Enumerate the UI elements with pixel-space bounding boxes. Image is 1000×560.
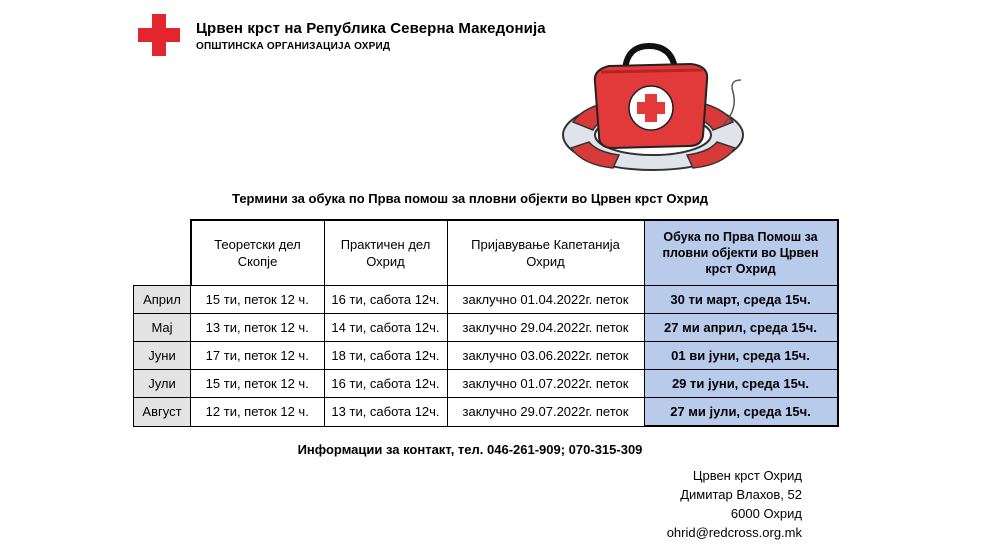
red-cross-logo-icon <box>138 14 180 56</box>
registration-cell: заклучно 03.06.2022г. петок <box>447 342 644 370</box>
table-row <box>134 342 838 370</box>
header-line: Обука по Прва Помош за <box>663 230 818 244</box>
training-cell: 01 ви јуни, среда 15ч. <box>644 342 838 370</box>
table-row <box>134 398 838 427</box>
header-theory <box>191 220 325 286</box>
header-line: крст Охрид <box>705 262 776 276</box>
month-cell: Мај <box>134 314 191 342</box>
practical-cell: 14 ти, сабота 12ч. <box>324 314 447 342</box>
header-practical <box>324 220 447 286</box>
practical-cell: 18 ти, сабота 12ч. <box>324 342 447 370</box>
header-line: Охрид <box>366 254 405 269</box>
header-registration <box>447 220 644 286</box>
address-line-city: 6000 Охрид <box>730 506 802 521</box>
month-cell: Јули <box>134 370 191 398</box>
page-title: Термини за обука по Прва помош за пловни објекти во Црвен крст Охрид <box>232 191 708 206</box>
table-row <box>134 370 838 398</box>
theory-cell: 15 ти, петок 12 ч. <box>191 370 325 398</box>
theory-cell: 17 ти, петок 12 ч. <box>191 342 325 370</box>
practical-cell: 13 ти, сабота 12ч. <box>324 398 447 427</box>
practical-cell: 16 ти, сабота 12ч. <box>324 286 447 314</box>
header-line: Охрид <box>526 254 565 269</box>
month-cell: Август <box>134 398 191 427</box>
registration-cell: заклучно 29.07.2022г. петок <box>447 398 644 427</box>
table-row <box>134 286 838 314</box>
header-training <box>644 220 838 286</box>
practical-cell: 16 ти, сабота 12ч. <box>324 370 447 398</box>
registration-cell: заклучно 01.04.2022г. петок <box>447 286 644 314</box>
training-cell: 30 ти март, среда 15ч. <box>644 286 838 314</box>
header-line: Практичен дел <box>340 237 431 252</box>
theory-cell: 12 ти, петок 12 ч. <box>191 398 325 427</box>
header-line: Теоретски дел <box>214 237 301 252</box>
schedule-table <box>133 219 839 427</box>
empty-corner-cell <box>134 220 191 286</box>
registration-cell: заклучно 29.04.2022г. петок <box>447 314 644 342</box>
training-cell: 29 ти јуни, среда 15ч. <box>644 370 838 398</box>
theory-cell: 13 ти, петок 12 ч. <box>191 314 325 342</box>
header-line: Скопје <box>237 254 278 269</box>
registration-cell: заклучно 01.07.2022г. петок <box>447 370 644 398</box>
address-line-street: Димитар Влахов, 52 <box>680 487 802 502</box>
header-line: Пријавување Капетанија <box>471 237 620 252</box>
address-block <box>667 466 802 542</box>
address-line-email: ohrid@redcross.org.mk <box>666 525 802 540</box>
table-header-row <box>134 220 838 286</box>
table-row <box>134 314 838 342</box>
training-cell: 27 ми јули, среда 15ч. <box>644 398 838 427</box>
month-cell: Јуни <box>134 342 191 370</box>
header-line: пловни објекти во Црвен <box>662 246 819 260</box>
organization-name: Црвен крст на Република Северна Македонија <box>196 20 546 37</box>
address-line-org: Црвен крст Охрид <box>692 468 802 483</box>
month-cell: Април <box>134 286 191 314</box>
training-cell: 27 ми април, среда 15ч. <box>644 314 838 342</box>
first-aid-lifebuoy-illustration <box>553 40 753 175</box>
theory-cell: 15 ти, петок 12 ч. <box>191 286 325 314</box>
contact-info: Информации за контакт, тел. 046-261-909; 070-315-309 <box>297 442 643 457</box>
organization-subtitle: ОПШТИНСКА ОРГАНИЗАЦИЈА ОХРИД <box>196 41 391 52</box>
